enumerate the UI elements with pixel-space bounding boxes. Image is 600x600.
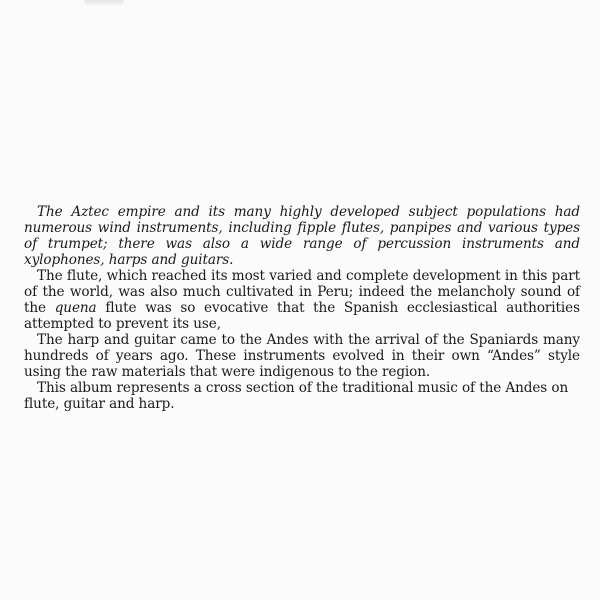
document-body [24, 204, 580, 412]
flute-paragraph [24, 268, 580, 332]
intro-paragraph: The Aztec empire and its many highly developed subject populations had numerous wind instruments, including fipple flutes, panpipes and various types of trumpet; there was also a wide range of percussion instruments and xylophones, harps and guitars. [24, 204, 580, 268]
album-paragraph: This album represents a cross section of the traditional music of the Andes on flute, guitar and harp. [24, 380, 569, 412]
quena-word: quena [54, 300, 97, 316]
top-edge-mark [84, 0, 124, 6]
harp-guitar-paragraph: The harp and guitar came to the Andes with the arrival of the Spaniards many hundreds of years ago. These instruments evolved in their own “Andes” style using the raw materials that were indigenous to the region. [24, 332, 580, 380]
flute-paragraph-after: flute was so evocative that the Spanish ecclesiastical authorities attempted to prevent its use, [24, 300, 580, 332]
flute-paragraph-before: The flute, which reached its most varied and complete development in this part of the world, was also much cultivated in Peru; indeed the melancholy sound of the [24, 268, 580, 316]
